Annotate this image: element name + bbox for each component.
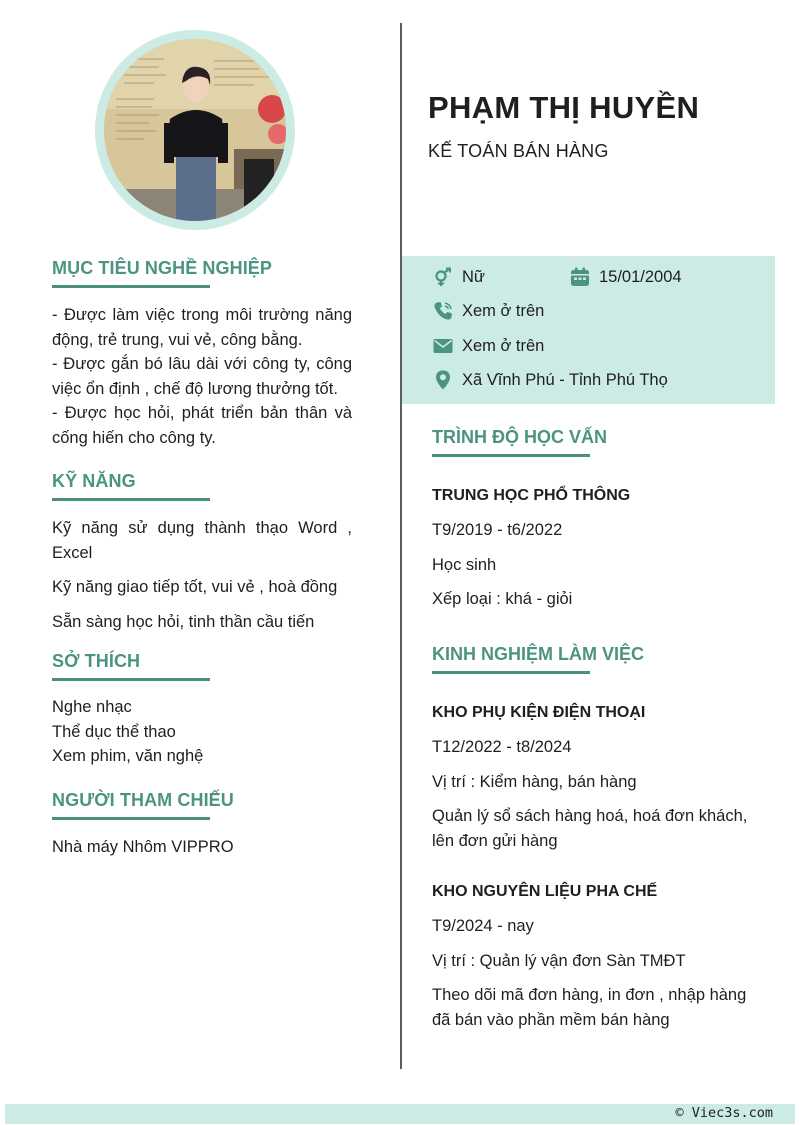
contact-panel bbox=[402, 256, 775, 404]
skill-item: Sẵn sàng học hỏi, tinh thần cầu tiến bbox=[52, 612, 315, 631]
education-role: Học sinh bbox=[432, 555, 497, 574]
objective-line: - Được làm việc trong môi trường năng động, trẻ trung, vui vẻ, công bằng. bbox=[52, 306, 352, 349]
email-row bbox=[432, 335, 544, 357]
job-period: T9/2024 - nay bbox=[432, 917, 534, 935]
education-section bbox=[432, 427, 762, 612]
objective-line: - Được học hỏi, phát triển bản thân và cống hiến cho công ty. bbox=[52, 404, 352, 447]
avatar-frame bbox=[95, 30, 295, 230]
job-description: Quản lý sổ sách hàng hoá, hoá đơn khách, lên đơn gửi hàng bbox=[432, 807, 748, 850]
job-position: Vị trí : Kiểm hàng, bán hàng bbox=[432, 772, 637, 791]
company-name: KHO NGUYÊN LIỆU PHA CHẾ bbox=[432, 883, 658, 900]
job-description: Theo dõi mã đơn hàng, in đơn , nhập hàng đã bán vào phần mềm bán hàng bbox=[432, 986, 747, 1029]
objective-title: MỤC TIÊU NGHỀ NGHIỆP bbox=[52, 258, 210, 288]
email-value: Xem ở trên bbox=[462, 336, 545, 355]
birthdate-value: 15/01/2004 bbox=[599, 267, 682, 286]
address-value: Xã Vĩnh Phú - Tỉnh Phú Thọ bbox=[462, 370, 668, 389]
hobbies-title: SỞ THÍCH bbox=[52, 651, 210, 681]
hobbies-section bbox=[52, 651, 352, 769]
mail-icon bbox=[432, 335, 454, 357]
education-grade: Xếp loại : khá - giỏi bbox=[432, 590, 573, 608]
column-divider bbox=[400, 23, 402, 1069]
footer-bar bbox=[5, 1104, 795, 1124]
calendar-icon bbox=[569, 266, 591, 288]
skills-section bbox=[52, 471, 352, 644]
references-section bbox=[52, 790, 352, 860]
phone-row bbox=[432, 300, 544, 322]
reference-text: Nhà máy Nhôm VIPPRO bbox=[52, 838, 234, 856]
gender-value: Nữ bbox=[462, 267, 485, 286]
objective-line: - Được gắn bó lâu dài với công ty, công việc ổn định , chế độ lương thưởng tốt. bbox=[52, 355, 352, 398]
gender-row bbox=[432, 266, 485, 288]
skill-item: Kỹ năng sử dụng thành thạo Word , Excel bbox=[52, 519, 352, 562]
birthdate-row bbox=[569, 266, 682, 288]
job-entry bbox=[432, 883, 762, 1032]
objective-body bbox=[52, 303, 352, 450]
location-pin-icon bbox=[432, 369, 454, 391]
skills-list bbox=[52, 516, 352, 634]
gender-icon bbox=[432, 266, 454, 288]
job-period: T12/2022 - t8/2024 bbox=[432, 738, 572, 756]
education-title: TRÌNH ĐỘ HỌC VẤN bbox=[432, 427, 590, 457]
address-row bbox=[432, 369, 668, 391]
hobby-item: Thể dục thể thao bbox=[52, 722, 176, 741]
experience-title: KINH NGHIỆM LÀM VIỆC bbox=[432, 644, 590, 674]
hobby-item: Xem phim, văn nghệ bbox=[52, 747, 204, 765]
hobbies-list bbox=[52, 695, 352, 769]
references-title: NGƯỜI THAM CHIẾU bbox=[52, 790, 210, 820]
job-title: KẾ TOÁN BÁN HÀNG bbox=[428, 141, 609, 161]
phone-value: Xem ở trên bbox=[462, 301, 545, 320]
job-position: Vị trí : Quản lý vận đơn Sàn TMĐT bbox=[432, 951, 686, 970]
skills-title: KỸ NĂNG bbox=[52, 471, 210, 501]
company-name: KHO PHỤ KIỆN ĐIỆN THOẠI bbox=[432, 704, 646, 721]
skill-item: Kỹ năng giao tiếp tốt, vui vẻ , hoà đồng bbox=[52, 578, 338, 596]
objective-section bbox=[52, 258, 352, 450]
experience-section bbox=[432, 644, 762, 1032]
education-period: T9/2019 - t6/2022 bbox=[432, 521, 563, 539]
avatar bbox=[104, 39, 286, 221]
school-name: TRUNG HỌC PHỔ THÔNG bbox=[432, 487, 631, 504]
job-entry bbox=[432, 704, 762, 853]
candidate-name: PHẠM THỊ HUYỀN bbox=[428, 90, 700, 125]
footer-credit: © Viec3s.com bbox=[675, 1105, 773, 1121]
phone-icon bbox=[432, 300, 454, 322]
profile-photo bbox=[104, 39, 286, 221]
hobby-item: Nghe nhạc bbox=[52, 698, 132, 716]
